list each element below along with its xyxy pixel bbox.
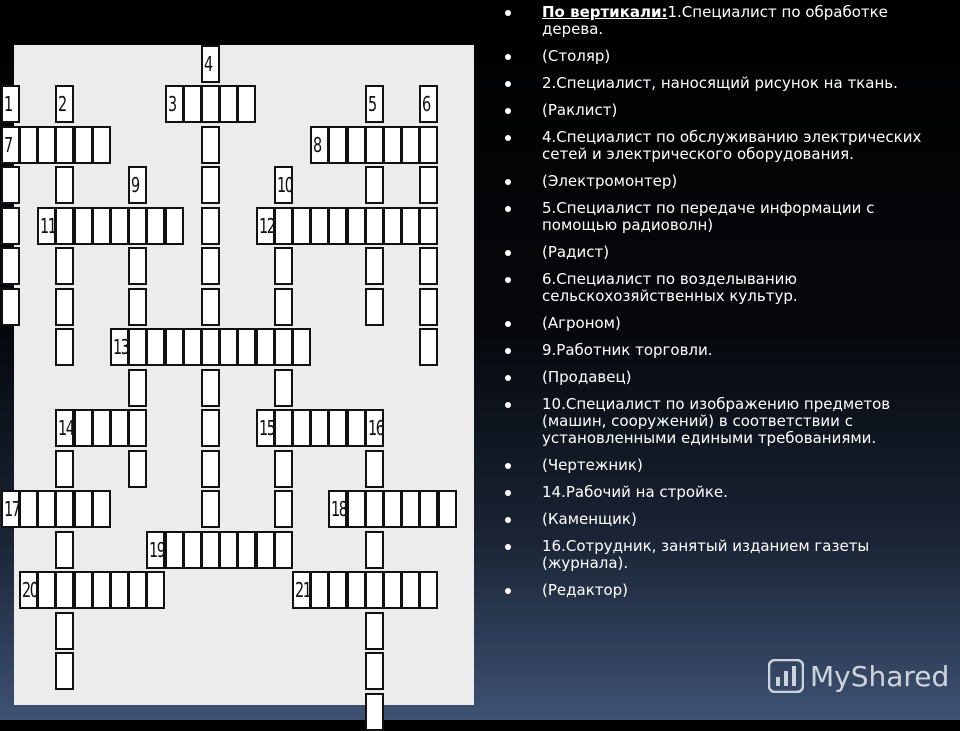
watermark-text: MyShared (810, 659, 950, 693)
crossword-cell (165, 531, 184, 569)
crossword-grid (3, 45, 474, 705)
clue-text: 4.Специалист по обслуживанию электрических сетей и электрического оборудования. (542, 128, 922, 163)
clue-item (505, 342, 925, 359)
crossword-cell (201, 531, 220, 569)
bullet-icon (505, 206, 511, 212)
crossword-cell (37, 490, 56, 528)
clue-text: 2.Специалист, наносящий рисунок на ткань. (542, 74, 898, 92)
clue-number-8: 8 (313, 132, 321, 157)
crossword-cell (365, 207, 384, 245)
clue-item (505, 173, 925, 190)
crossword-cell (438, 490, 457, 528)
clue-number-10: 10 (276, 173, 293, 197)
crossword-cell (55, 490, 74, 528)
clue-answer: (Продавец) (542, 368, 632, 386)
crossword-cell (55, 328, 74, 366)
crossword-cell (37, 126, 56, 164)
crossword-cell (365, 693, 384, 731)
crossword-cell (237, 328, 256, 366)
crossword-cell (92, 207, 111, 245)
crossword-cell (347, 571, 366, 609)
crossword-cell (365, 126, 384, 164)
crossword-cell (274, 450, 293, 488)
clue-text: 16.Сотрудник, занятый изданием газеты (журнала). (542, 537, 870, 572)
crossword-cell (310, 207, 329, 245)
crossword-cell (365, 166, 384, 204)
crossword-cell (419, 288, 438, 326)
clue-answer: (Электромонтер) (542, 172, 678, 190)
clue-answer: (Редактор) (542, 581, 629, 599)
crossword-cell (328, 571, 347, 609)
crossword-cell (365, 531, 384, 569)
crossword-cell (1, 288, 20, 326)
crossword-cell (274, 288, 293, 326)
crossword-cell (55, 612, 74, 650)
crossword-cell (383, 207, 402, 245)
crossword-cell (419, 207, 438, 245)
crossword-cell (19, 126, 38, 164)
bullet-icon (505, 277, 511, 283)
bullet-icon (505, 54, 511, 60)
crossword-cell (328, 207, 347, 245)
crossword-cell (292, 207, 311, 245)
clue-number-4: 4 (204, 51, 212, 76)
clue-number-14: 14 (58, 416, 74, 440)
crossword-cell (128, 450, 147, 488)
crossword-cell (146, 207, 165, 245)
clue-item (505, 200, 925, 234)
clue-text: 14.Рабочий на стройке. (542, 483, 728, 501)
crossword-cell (347, 409, 366, 447)
crossword-cell (274, 369, 293, 407)
crossword-cell (310, 571, 329, 609)
bullet-icon (505, 544, 511, 550)
bullet-icon (505, 250, 511, 256)
clue-number-7: 7 (3, 132, 12, 157)
crossword-cell (128, 328, 147, 366)
crossword-cell (128, 409, 147, 447)
clue-number-1: 1 (3, 92, 12, 116)
clue-answer: (Раклист) (542, 101, 618, 119)
crossword-cell (365, 288, 384, 326)
clue-text: 1.Специалист по обработке дерева. (542, 3, 888, 38)
crossword-cell (183, 85, 202, 123)
crossword-cell (219, 328, 238, 366)
crossword-cell (365, 612, 384, 650)
crossword-cell (165, 328, 184, 366)
clues-heading: По вертикали: (542, 3, 668, 21)
clue-number-15: 15 (258, 416, 275, 440)
clue-number-18: 18 (331, 497, 347, 521)
clue-item (505, 244, 925, 261)
crossword-cell (256, 328, 275, 366)
crossword-cell (183, 328, 202, 366)
clue-item (505, 129, 925, 163)
crossword-cell (1, 166, 20, 204)
crossword-cell (92, 571, 111, 609)
clue-item (505, 369, 925, 386)
crossword-cell (292, 328, 311, 366)
crossword-cell (201, 126, 220, 164)
bullet-icon (505, 402, 511, 408)
clue-number-6: 6 (422, 92, 431, 116)
crossword-cell (201, 247, 220, 285)
crossword-cell (55, 571, 74, 609)
bullet-icon (505, 108, 511, 114)
clue-item (505, 538, 925, 572)
crossword-cell (92, 490, 111, 528)
clue-answer: (Чертежник) (542, 456, 643, 474)
crossword-cell (201, 450, 220, 488)
crossword-cell (365, 450, 384, 488)
crossword-cell (383, 126, 402, 164)
clue-item (505, 315, 925, 332)
crossword-cell (55, 207, 74, 245)
crossword-cell (165, 207, 184, 245)
crossword-cell (347, 490, 366, 528)
bullet-icon (505, 135, 511, 141)
clue-item (505, 75, 925, 92)
crossword-cell (401, 207, 420, 245)
clue-answer: (Радист) (542, 243, 610, 261)
crossword-cell (55, 247, 74, 285)
clue-item (505, 271, 925, 305)
crossword-cell (37, 571, 56, 609)
crossword-cell (274, 490, 293, 528)
clue-list (505, 4, 925, 609)
bullet-icon (505, 81, 511, 87)
crossword-cell (128, 369, 147, 407)
crossword-cell (219, 85, 238, 123)
crossword-cell (110, 571, 129, 609)
crossword-cell (55, 450, 74, 488)
clue-answer: (Агроном) (542, 314, 621, 332)
crossword-cell (19, 490, 38, 528)
clue-number-19: 19 (149, 537, 165, 562)
crossword-cell (201, 166, 220, 204)
clue-item (505, 4, 925, 38)
clue-text: 10.Специалист по изображению предметов (машин, сооружений) в соответствии с установленными едиными требованиями. (542, 395, 891, 447)
crossword-cell (201, 207, 220, 245)
bullet-icon (505, 348, 511, 354)
clue-item (505, 396, 925, 447)
crossword-cell (237, 85, 256, 123)
bar-chart-icon (768, 659, 804, 693)
crossword-cell (419, 490, 438, 528)
crossword-cell (401, 126, 420, 164)
crossword-cell (365, 247, 384, 285)
clue-number-2: 2 (58, 92, 67, 116)
crossword-cell (201, 490, 220, 528)
crossword-cell (201, 369, 220, 407)
crossword-cell (274, 247, 293, 285)
crossword-cell (128, 207, 147, 245)
crossword-cell (201, 85, 220, 123)
crossword-cell (237, 531, 256, 569)
bullet-icon (505, 375, 511, 381)
crossword-cell (347, 207, 366, 245)
bullet-icon (505, 463, 511, 469)
clue-number-12: 12 (258, 213, 275, 238)
crossword-cell (74, 571, 93, 609)
clue-number-21: 21 (295, 578, 311, 602)
watermark (768, 656, 949, 696)
crossword-cell (128, 247, 147, 285)
clue-number-16: 16 (367, 416, 384, 440)
clue-number-11: 11 (40, 213, 56, 238)
crossword-cell (401, 490, 420, 528)
crossword-cell (201, 409, 220, 447)
crossword-cell (328, 409, 347, 447)
clue-answer: (Столяр) (542, 47, 611, 65)
crossword-cell (74, 490, 93, 528)
clue-item (505, 48, 925, 65)
crossword-cell (256, 531, 275, 569)
crossword-cell (146, 571, 165, 609)
crossword-cell (128, 288, 147, 326)
crossword-cell (419, 247, 438, 285)
crossword-cell (183, 531, 202, 569)
crossword-cell (274, 207, 293, 245)
crossword-cell (274, 328, 293, 366)
crossword-cell (55, 652, 74, 690)
crossword-cell (419, 328, 438, 366)
crossword-cell (419, 126, 438, 164)
crossword-cell (383, 571, 402, 609)
crossword-cell (92, 409, 111, 447)
clue-item (505, 582, 925, 599)
bullet-icon (505, 321, 511, 327)
crossword-cell (55, 126, 74, 164)
crossword-cell (310, 409, 329, 447)
crossword-cell (1, 207, 20, 245)
crossword-cell (128, 571, 147, 609)
crossword-cell (92, 126, 111, 164)
bullet-icon (505, 588, 511, 594)
crossword-cell (383, 490, 402, 528)
clue-number-5: 5 (367, 92, 376, 116)
crossword-cell (401, 571, 420, 609)
bullet-icon (505, 179, 511, 185)
clue-number-9: 9 (131, 173, 139, 197)
crossword-cell (419, 166, 438, 204)
crossword-cell (274, 409, 293, 447)
crossword-cell (292, 409, 311, 447)
crossword-cell (74, 126, 93, 164)
crossword-cell (219, 531, 238, 569)
crossword-cell (419, 571, 438, 609)
crossword-cell (74, 207, 93, 245)
clue-item (505, 102, 925, 119)
crossword-cell (201, 288, 220, 326)
clue-answer: (Каменщик) (542, 510, 637, 528)
clue-number-13: 13 (113, 335, 129, 359)
bullet-icon (505, 517, 511, 523)
crossword-cell (146, 328, 165, 366)
clue-text: 9.Работник торговли. (542, 341, 713, 359)
crossword-cell (55, 288, 74, 326)
crossword-cell (1, 247, 20, 285)
clue-number-17: 17 (3, 497, 20, 521)
crossword-cell (365, 490, 384, 528)
bullet-icon (505, 10, 511, 16)
bullet-icon (505, 490, 511, 496)
crossword-cell (274, 531, 293, 569)
clue-number-3: 3 (167, 92, 176, 116)
crossword-cell (328, 126, 347, 164)
crossword-cell (110, 207, 129, 245)
crossword-cell (201, 328, 220, 366)
clue-item (505, 511, 925, 528)
clue-text: 5.Специалист по передаче информации с помощью радиоволн) (542, 199, 875, 234)
clue-number-20: 20 (22, 578, 38, 602)
clue-item (505, 484, 925, 501)
clue-item (505, 457, 925, 474)
crossword-cell (55, 531, 74, 569)
crossword-cell (55, 166, 74, 204)
crossword-cell (365, 652, 384, 690)
crossword-cell (74, 409, 93, 447)
crossword-cell (365, 571, 384, 609)
crossword-cell (110, 409, 129, 447)
crossword-cell (347, 126, 366, 164)
clue-text: 6.Специалист по возделыванию сельскохозяйственных культур. (542, 270, 798, 305)
